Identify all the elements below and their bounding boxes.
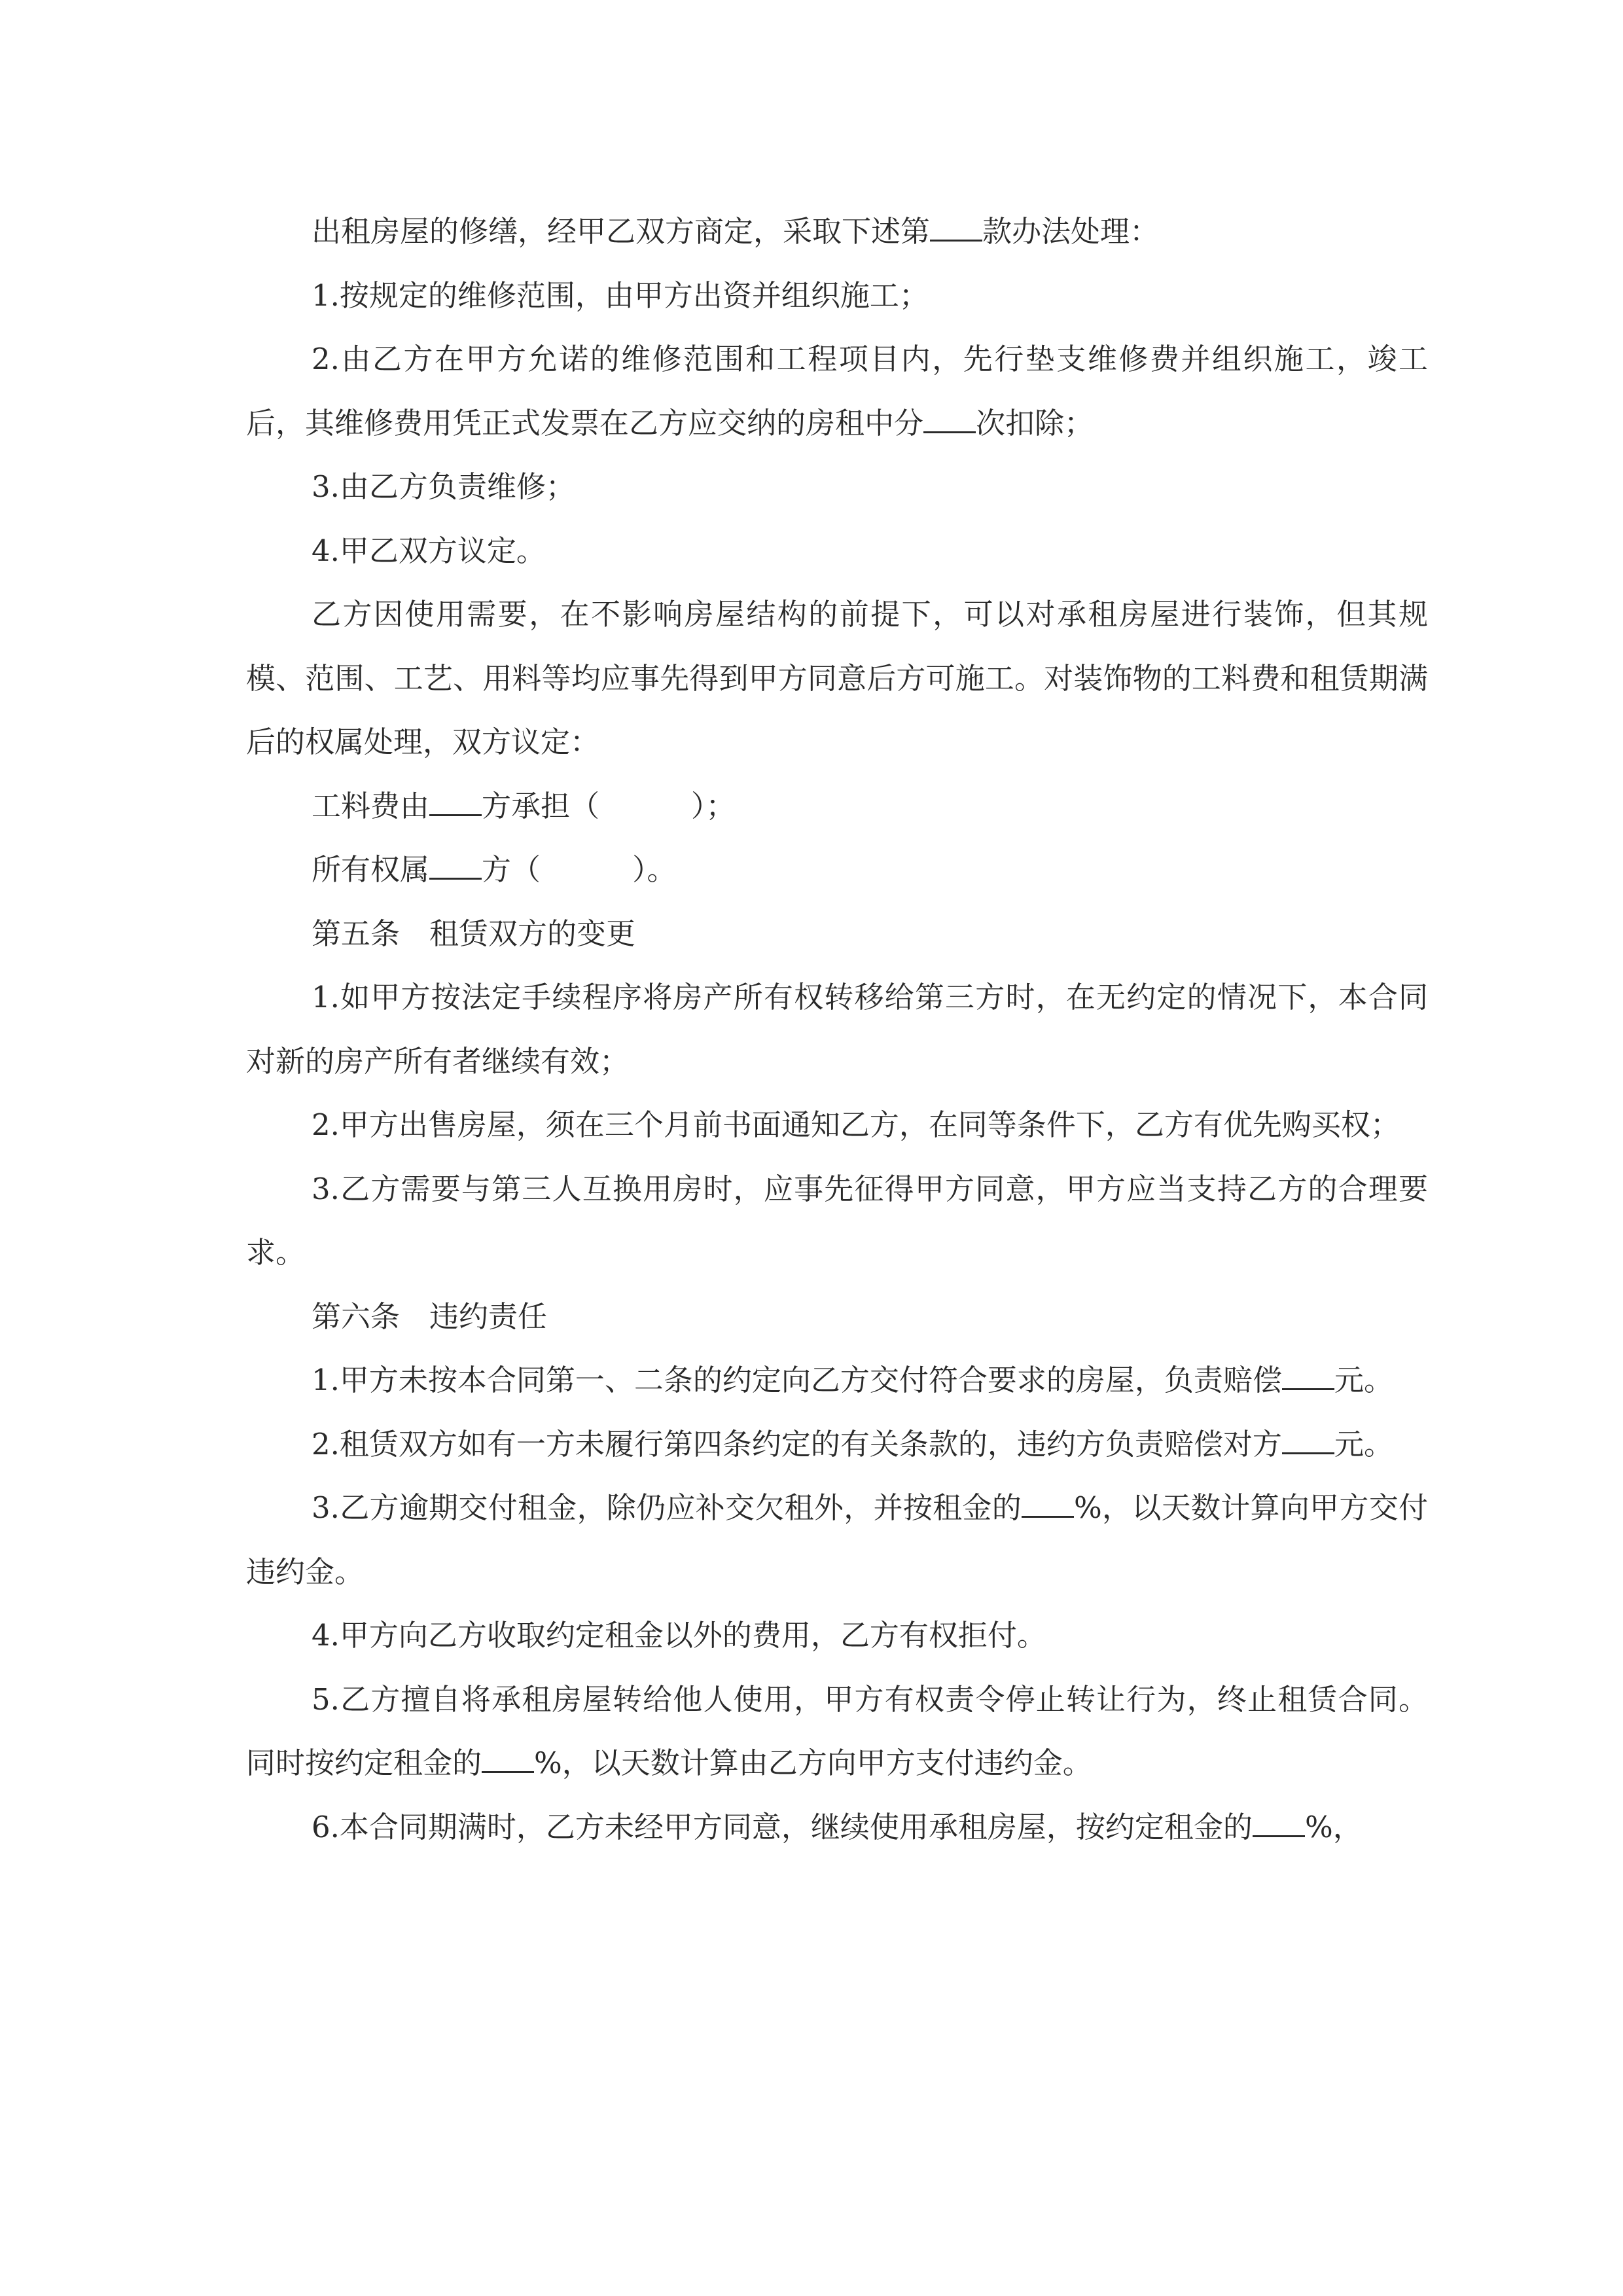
text: %， [1304,1809,1363,1844]
text: ）。 [632,852,677,887]
text: 次扣除； [976,405,1094,440]
text: 方（ [482,852,541,887]
paragraph-repair-option-3: 3.由乙方负责维修； [312,469,575,504]
paragraph-breach-4: 4.甲方向乙方收取约定租金以外的费用，乙方有权拒付。 [312,1618,1046,1653]
text: %，以天数计算向甲方交付违约金。 [246,1490,1428,1589]
text: 2.租赁双方如有一方未履行第四条约定的有关条款的，违约方负责赔偿对方 [312,1426,1282,1462]
text: 5.乙方擅自将承租房屋转给他人使用，甲方有权责令停止转让行为，终止租赁合同。同时按约定租金的 [246,1681,1428,1780]
paragraph-material-cost [246,774,1428,838]
paragraph-ownership [246,838,1428,902]
text: 工料费由 [312,788,430,823]
paragraph-change-3: 3.乙方需要与第三人互换用房时，应事先征得甲方同意，甲方应当支持乙方的合理要求。 [246,1171,1428,1270]
blank-field [1022,1490,1074,1518]
text: 方承担（ [482,788,600,823]
blank-field [1253,1809,1305,1837]
text: 1.甲方未按本合同第一、二条的约定向乙方交付符合要求的房屋，负责赔偿 [312,1363,1282,1397]
paragraph-change-2: 2.甲方出售房屋，须在三个月前书面通知乙方，在同等条件下，乙方有优先购买权； [312,1107,1400,1142]
paragraph-breach-5 [246,1668,1428,1795]
blank-field [429,788,482,816]
article-5-heading: 第五条 租赁双方的变更 [312,916,636,951]
paragraph-breach-2 [246,1412,1428,1477]
paragraph-breach-6 [246,1795,1428,1859]
text: 款办法处理： [982,214,1160,249]
document-body [246,200,1428,1859]
text: 出租房屋的修缮，经甲乙双方商定，采取下述第 [312,214,931,249]
paragraph-decoration: 乙方因使用需要，在不影响房屋结构的前提下，可以对承租房屋进行装饰，但其规模、范围、工艺、用料等均应事先得到甲方同意后方可施工。对装饰物的工料费和租赁期满后的权属处理，双方议定： [246,597,1428,759]
paragraph-breach-3 [246,1476,1428,1604]
blank-field [1282,1426,1334,1454]
text: %，以天数计算由乙方向甲方支付违约金。 [534,1746,1092,1780]
paragraph-repair-option-1: 1.按规定的维修范围，由甲方出资并组织施工； [312,278,929,313]
text: 2.由乙方在甲方允诺的维修范围和工程项目内，先行垫支维修费并组织施工，竣工后，其维修费用凭正式发票在乙方应交纳的房租中分 [246,342,1428,440]
paragraph-change-1: 1.如甲方按法定手续程序将房产所有权转移给第三方时，在无约定的情况下，本合同对新的房产所有者继续有效； [246,980,1428,1079]
blank-field [923,405,976,433]
paragraph-repair-option-2 [246,327,1428,455]
paragraph-repair-method [246,200,1428,264]
text: 3.乙方逾期交付租金，除仍应补交欠租外，并按租金的 [312,1490,1022,1525]
blank-field [1282,1362,1334,1390]
text: 元。 [1334,1363,1393,1397]
blank-field [930,213,982,242]
text: 所有权属 [312,852,430,887]
paragraph-repair-option-4: 4.甲乙双方议定。 [312,533,546,568]
paragraph-breach-1 [246,1348,1428,1412]
text: ）； [691,788,736,823]
article-6-heading: 第六条 违约责任 [312,1299,548,1334]
text: 元。 [1334,1426,1393,1462]
blank-field [429,852,482,880]
blank-field [482,1745,534,1773]
text: 6.本合同期满时，乙方未经甲方同意，继续使用承租房屋，按约定租金的 [312,1809,1253,1844]
